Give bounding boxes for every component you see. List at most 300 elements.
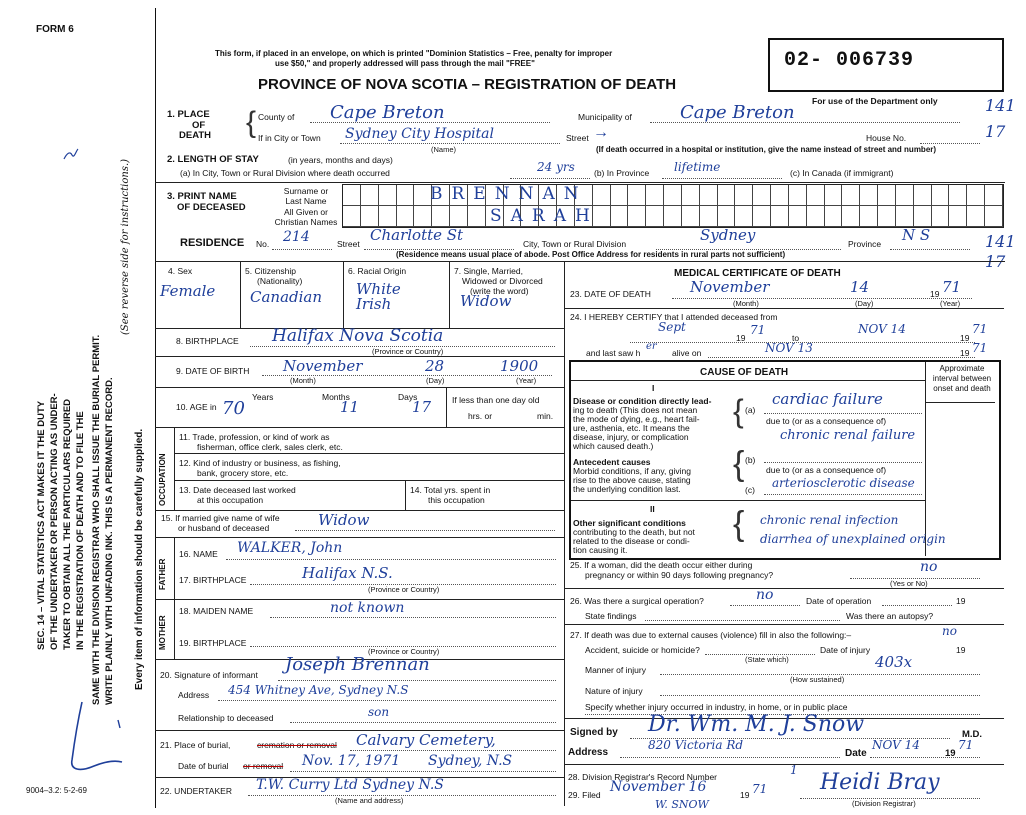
- md-label: M.D.: [962, 729, 983, 740]
- field-line: [290, 771, 556, 772]
- city-label: If in City or Town: [258, 133, 321, 143]
- side-instruction: SEC. 14 – VITAL STATISTICS ACT MAKES IT THE DUTY: [36, 400, 47, 650]
- name-grid-cell: [735, 206, 753, 227]
- direct-cause-label: which caused death.): [573, 441, 654, 451]
- name-grid-cell: [967, 206, 985, 227]
- brace: {: [246, 106, 257, 139]
- name-grid-cell: [735, 185, 753, 206]
- q26-value: no: [756, 587, 774, 603]
- roman-two: II: [650, 504, 655, 514]
- name-grid-cell: [682, 206, 700, 227]
- filed-year: 71: [752, 782, 768, 796]
- brace: {: [733, 445, 745, 483]
- pen-mark: [62, 145, 80, 165]
- min-label: min.: [537, 411, 554, 421]
- municipality-label: Municipality of: [578, 112, 632, 122]
- father-name-label: 16. NAME: [179, 549, 218, 559]
- burial-date-label: Date of burial: [178, 761, 229, 771]
- certify-label: 24. I HEREBY CERTIFY that I attended deceased from: [570, 312, 778, 322]
- antecedent-label: Antecedent causes: [573, 457, 651, 467]
- accident-label: Accident, suicide or homicide?: [585, 645, 700, 655]
- field-line: [218, 700, 556, 701]
- divider: [564, 764, 1004, 765]
- month-sub: (Month): [733, 299, 759, 308]
- stay-c-label: (c) In Canada (if immigrant): [790, 168, 894, 178]
- cell-divider: [174, 599, 175, 659]
- q12-label: bank, grocery store, etc.: [197, 468, 289, 478]
- informant-sig-label: 20. Signature of informant: [160, 670, 258, 680]
- birthplace-value: Halifax Nova Scotia: [272, 326, 444, 346]
- spouse-value: Widow: [318, 511, 370, 529]
- name-grid-cell: [771, 185, 789, 206]
- name-grid-cell: [432, 206, 450, 227]
- dob-day: 28: [425, 357, 445, 375]
- side-instruction: TAKER TO OBTAIN ALL THE PARTICULARS REQUIRED: [62, 398, 73, 650]
- age-less-label: If less than one day old: [452, 395, 540, 405]
- arrow-icon: →: [593, 124, 609, 141]
- marital-label: 7. Single, Married,: [454, 266, 523, 276]
- name-grid-cell: [967, 185, 985, 206]
- field-line: [272, 249, 332, 250]
- name-grid-cell: [949, 185, 967, 206]
- mailing-note: This form, if placed in an envelope, on which is printed "Dominion Statistics – Free, penalty for improper: [215, 49, 613, 58]
- field-line: [882, 605, 952, 606]
- day-sub: (Day): [426, 376, 445, 385]
- name-grid-cell: [896, 185, 914, 206]
- divider: [155, 537, 564, 538]
- name-grid-cell: [700, 185, 718, 206]
- form-code: FORM 6: [36, 24, 74, 35]
- name-grid-cell: [878, 185, 896, 206]
- age-months-label: Months: [322, 392, 350, 402]
- medical-header: MEDICAL CERTIFICATE OF DEATH: [674, 268, 841, 279]
- death-month: November: [690, 278, 770, 296]
- racial-value: White Irish: [356, 280, 401, 313]
- state-which-sub: (State which): [745, 655, 789, 664]
- to-label: to: [792, 333, 800, 343]
- attended-from: Sept: [658, 320, 686, 334]
- marital-label: Widowed or Divorced: [462, 276, 543, 286]
- father-birthplace: Halifax N.S.: [302, 564, 393, 582]
- last-saw-fill: er: [646, 341, 657, 352]
- residence-street-label: Street: [337, 239, 360, 249]
- q25-label: pregnancy or within 90 days following pregnancy?: [585, 570, 774, 580]
- residence-label: RESIDENCE: [180, 237, 245, 249]
- interval-header: Approximate interval between onset and death: [932, 364, 992, 393]
- name-grid-cell: [860, 185, 878, 206]
- other-conditions-label: tion causing it.: [573, 545, 628, 555]
- divider: [564, 624, 1004, 625]
- name-grid-cell: [753, 185, 771, 206]
- age-months: 11: [340, 398, 360, 416]
- province-sub: (Province or Country): [368, 647, 440, 656]
- name-grid-cell: [397, 185, 415, 206]
- name-grid-cell: [878, 206, 896, 227]
- place-label: DEATH: [179, 130, 212, 141]
- divider: [564, 308, 1004, 309]
- field-line: [278, 680, 556, 681]
- cell-divider: [343, 261, 344, 328]
- side-instruction: WRITE PLAINLY WITH UNFADING INK. THIS IS A PERMANENT RECORD.: [104, 377, 115, 705]
- residence-no: 214: [283, 229, 310, 245]
- place-label: 1. PLACE: [167, 109, 210, 120]
- name-grid-cell: [379, 185, 397, 206]
- side-instruction: Every item of information should be carefully supplied.: [134, 428, 145, 690]
- name-grid-cell: [718, 206, 736, 227]
- death-day: 14: [850, 278, 870, 296]
- divider: [925, 402, 995, 403]
- name-label: OF DECEASED: [177, 202, 246, 213]
- other-value: chronic renal infection: [760, 513, 899, 527]
- informant-address: 454 Whitney Ave, Sydney N.S: [228, 683, 409, 697]
- cause-a-value: cardiac failure: [772, 390, 883, 408]
- divider: [155, 182, 1005, 183]
- age-label: 10. AGE in: [176, 402, 217, 412]
- house-label: House No.: [866, 133, 907, 143]
- cell-divider: [446, 387, 447, 427]
- q28-label: 28. Division Registrar's Record Number: [568, 772, 718, 782]
- cause-c-value: arteriosclerotic disease: [772, 476, 915, 490]
- q13-label: 13. Date deceased last worked: [179, 485, 296, 495]
- name-grid-cell: [397, 206, 415, 227]
- hospital-note: (If death occurred in a hospital or institution, give the name instead of street and number): [596, 145, 937, 154]
- field-line: [270, 617, 556, 618]
- field-line: [510, 178, 590, 179]
- given-label: All Given or Christian Names: [274, 207, 338, 227]
- cause-a-label: (a): [745, 405, 756, 415]
- dept-code: 141: [985, 232, 1016, 251]
- spouse-label: or husband of deceased: [178, 523, 270, 533]
- cause-c-label: (c): [745, 485, 755, 495]
- name-grid-cell: [343, 206, 361, 227]
- name-grid-cell: [807, 185, 825, 206]
- father-name: WALKER, John: [237, 540, 343, 556]
- column-divider: [564, 261, 565, 806]
- field-line: [662, 178, 782, 179]
- informant-signature: Joseph Brennan: [285, 654, 430, 675]
- burial-date-place: Sydney, N.S: [428, 753, 513, 769]
- name-grid-cell: [932, 185, 950, 206]
- year-sub: (Year): [940, 299, 961, 308]
- side-instruction: SAME WITH THE DIVISION REGISTRAR WHO SHALL ISSUE THE BURIAL PERMIT.: [91, 334, 102, 705]
- citizenship-value: Canadian: [250, 288, 323, 306]
- name-grid-cell: [914, 185, 932, 206]
- how-sustained-sub: (How sustained): [790, 675, 845, 684]
- citizenship-sub: (Nationality): [257, 276, 303, 286]
- year-prefix: 19: [945, 748, 956, 759]
- street-label: Street: [566, 133, 589, 143]
- undertaker-sub: (Name and address): [335, 796, 404, 805]
- name-grid-cell: [985, 185, 1003, 206]
- mother-maiden: not known: [330, 600, 405, 616]
- surname-value: BRENNAN: [430, 184, 588, 204]
- field-line: [920, 143, 980, 144]
- side-instruction: IN THE REGISTRATION OF DEATH AND TO FILE THE: [75, 411, 86, 650]
- province-sub: (Province or Country): [368, 585, 440, 594]
- father-birthplace-label: 17. BIRTHPLACE: [179, 575, 247, 585]
- cause-b-label: (b): [745, 455, 756, 465]
- from-year: 71: [750, 323, 766, 337]
- name-grid-cell: [468, 206, 486, 227]
- print-code: 9004–3.2: 5-2-69: [26, 786, 87, 795]
- field-line: [340, 143, 560, 144]
- name-grid-cell: [611, 185, 629, 206]
- direct-cause-label: ing to death (This does not mean: [573, 405, 698, 415]
- manner-value: 403x: [875, 653, 913, 671]
- mother-maiden-label: 18. MAIDEN NAME: [179, 606, 254, 616]
- nature-label: Nature of injury: [585, 686, 643, 696]
- field-line: [310, 122, 550, 123]
- to-year: 71: [972, 322, 988, 336]
- last-saw-label: and last saw h: [586, 348, 641, 358]
- given-value: SARAH: [490, 206, 599, 226]
- residence-note: (Residence means usual place of abode. Post Office Address for residents in rural parts not sufficient): [396, 250, 786, 259]
- name-grid-cell: [932, 206, 950, 227]
- roman-one: I: [652, 383, 655, 393]
- dept-use-label: For use of the Department only: [812, 96, 938, 106]
- name-grid-cell: [664, 185, 682, 206]
- registrar-note: W. SNOW: [655, 798, 709, 811]
- burial-place-label: 21. Place of burial,: [160, 740, 231, 750]
- due-to-label: due to (or as a consequence of): [766, 465, 887, 475]
- state-findings-label: State findings: [585, 611, 637, 621]
- name-grid-cell: [628, 206, 646, 227]
- field-line: [350, 750, 556, 751]
- left-border: [155, 8, 156, 808]
- physician-signature: Dr. Wm. M. J. Snow: [648, 712, 865, 737]
- name-grid-cell: [361, 206, 379, 227]
- cell-divider: [405, 480, 406, 510]
- divider: [155, 387, 564, 388]
- place-label: OF: [192, 120, 206, 131]
- city-value: Sydney City Hospital: [345, 126, 495, 142]
- month-sub: (Month): [290, 376, 316, 385]
- residence-city-label: City, Town or Rural Division: [523, 239, 627, 249]
- spouse-label: 15. If married give name of wife: [161, 513, 280, 523]
- stay-a-value: 24 yrs: [537, 160, 575, 174]
- undertaker-label: 22. UNDERTAKER: [160, 786, 232, 796]
- burial-place-struck: cremation or removal: [257, 740, 337, 750]
- registrar-sub: (Division Registrar): [852, 799, 916, 808]
- death-year: 71: [942, 278, 962, 296]
- burial-date-struck: or removal: [243, 761, 284, 771]
- name-grid-cell: [593, 185, 611, 206]
- field-line: [290, 722, 556, 723]
- name-grid-cell: [985, 206, 1003, 227]
- relationship-label: Relationship to deceased: [178, 713, 274, 723]
- name-grid-cell: [825, 185, 843, 206]
- marital-label: (write the word): [470, 286, 529, 296]
- burial-place: Calvary Cemetery,: [356, 731, 496, 749]
- antecedent-label: the underlying condition last.: [573, 484, 681, 494]
- signed-date-label: Date: [845, 748, 867, 759]
- divider: [174, 453, 564, 454]
- age-days: 17: [412, 398, 432, 416]
- residence-province-label: Province: [848, 239, 882, 249]
- q28-value: 1: [790, 763, 798, 777]
- q14-label: this occupation: [428, 495, 485, 505]
- name-sub: (Name): [431, 145, 457, 154]
- name-grid-cell: [628, 185, 646, 206]
- name-grid-cell: [842, 206, 860, 227]
- burial-date: Nov. 17, 1971: [302, 753, 401, 769]
- field-line: [645, 620, 840, 621]
- municipality-value: Cape Breton: [680, 102, 795, 123]
- year-prefix: 19: [956, 645, 966, 655]
- sex-value: Female: [160, 282, 216, 300]
- dept-code: 17: [985, 122, 1006, 141]
- q12-label: 12. Kind of industry or business, as fishing,: [179, 458, 341, 468]
- field-line: [672, 298, 972, 299]
- name-grid-cell: [789, 185, 807, 206]
- name-grid-cell: [611, 206, 629, 227]
- alive-label: alive on: [672, 348, 702, 358]
- divider: [564, 588, 1004, 589]
- initials-mark: [60, 700, 130, 780]
- mailing-note: use $50," and properly addressed will pass through the mail "FREE": [275, 59, 535, 68]
- registration-number-box: [768, 38, 1004, 92]
- age-years-label: Years: [252, 392, 274, 402]
- residence-street: Charlotte St: [370, 226, 464, 244]
- operation-date-label: Date of operation: [806, 596, 872, 606]
- year-prefix: 19: [736, 333, 746, 343]
- direct-cause-label: the mode of dying, e.g., heart fail-: [573, 414, 700, 424]
- name-grid-cell: [646, 206, 664, 227]
- registrar-signature: Heidi Bray: [820, 770, 940, 795]
- divider: [174, 480, 564, 481]
- name-grid-cell: [361, 185, 379, 206]
- other-value: diarrhea of unexplained origin: [760, 532, 946, 546]
- field-line: [764, 462, 922, 463]
- surname-label: Surname or Last Name: [283, 186, 329, 206]
- stay-a-label: (a) In City, Town or Rural Division where death occurred: [180, 168, 390, 178]
- field-line: [764, 413, 922, 414]
- name-label: 3. PRINT NAME: [167, 191, 237, 202]
- mother-birthplace-label: 19. BIRTHPLACE: [179, 638, 247, 648]
- stay-b-value: lifetime: [674, 160, 721, 174]
- name-grid-cell: [842, 185, 860, 206]
- signed-year: 71: [958, 738, 974, 752]
- name-grid-cell: [682, 185, 700, 206]
- other-conditions-label: Other significant conditions: [573, 518, 686, 528]
- field-line: [708, 357, 975, 358]
- other-conditions-label: contributing to the death, but not: [573, 527, 695, 537]
- age-years: 70: [222, 398, 245, 419]
- cause-header: CAUSE OF DEATH: [700, 367, 789, 378]
- year-prefix: 19: [930, 289, 940, 299]
- field-line: [295, 530, 555, 531]
- name-grid-cell: [718, 185, 736, 206]
- q11-label: fisherman, office clerk, sales clerk, etc.: [197, 442, 343, 452]
- name-grid-cell: [753, 206, 771, 227]
- death-date-label: 23. DATE OF DEATH: [570, 289, 651, 299]
- q11-label: 11. Trade, profession, or kind of work as: [179, 432, 330, 442]
- year-sub: (Year): [516, 376, 537, 385]
- racial-label: 6. Racial Origin: [348, 266, 407, 276]
- stay-unit-note: (in years, months and days): [288, 155, 393, 165]
- cause-b-value: chronic renal failure: [780, 428, 916, 443]
- county-label: County of: [258, 112, 295, 122]
- to-date: NOV 14: [858, 322, 906, 336]
- day-sub: (Day): [855, 299, 874, 308]
- name-grid-cell: [896, 206, 914, 227]
- name-grid-cell: [343, 185, 361, 206]
- divider: [571, 380, 925, 381]
- year-prefix: 19: [960, 348, 970, 358]
- q26-label: 26. Was there a surgical operation?: [570, 596, 704, 606]
- q25-sub: (Yes or No): [890, 579, 928, 588]
- age-days-label: Days: [398, 392, 418, 402]
- signed-label: Signed by: [570, 727, 618, 738]
- stay-b-label: (b) In Province: [594, 168, 650, 178]
- county-value: Cape Breton: [330, 102, 445, 123]
- father-side-label: FATHER: [158, 558, 167, 590]
- name-grid-cell: [860, 206, 878, 227]
- informant-address-label: Address: [178, 690, 210, 700]
- due-to-label: due to (or as a consequence of): [766, 416, 887, 426]
- field-line: [660, 695, 980, 696]
- residence-no-label: No.: [256, 239, 270, 249]
- alive-date: NOV 13: [765, 341, 813, 355]
- hrs-label: hrs. or: [468, 411, 493, 421]
- occupation-side-label: OCCUPATION: [158, 453, 167, 506]
- initials-mark-icon: [60, 700, 130, 780]
- divider: [571, 500, 925, 501]
- citizenship-label: 5. Citizenship: [245, 266, 297, 276]
- direct-cause-label: disease, injury, or complication: [573, 432, 689, 442]
- dob-month: November: [283, 357, 363, 375]
- side-instruction: (See reverse side for instructions.): [120, 158, 131, 335]
- dob-label: 9. DATE OF BIRTH: [176, 366, 250, 376]
- field-line: [650, 122, 960, 123]
- direct-cause-label: Disease or condition directly lead-: [573, 396, 712, 406]
- name-grid-cell: [789, 206, 807, 227]
- divider: [155, 427, 564, 428]
- interval-divider: [925, 362, 926, 556]
- direct-cause-label: ure, asthenia, etc. It means the: [573, 423, 690, 433]
- name-grid-cell: [825, 206, 843, 227]
- dob-year: 1900: [500, 357, 539, 375]
- signed-address: 820 Victoria Rd: [648, 738, 744, 752]
- name-grid-cell: [807, 206, 825, 227]
- name-grid-cell: [700, 206, 718, 227]
- field-line: [890, 249, 970, 250]
- year-prefix: 19: [956, 596, 966, 606]
- birthplace-label: 8. BIRTHPLACE: [176, 336, 239, 346]
- name-grid-cell: [646, 185, 664, 206]
- undertaker-value: T.W. Curry Ltd Sydney N.S: [256, 777, 444, 793]
- brace: {: [733, 505, 745, 543]
- field-line: [226, 559, 556, 560]
- cell-divider: [240, 261, 241, 328]
- residence-province: N S: [902, 226, 931, 244]
- cell-divider: [174, 427, 175, 510]
- q13-label: at this occupation: [197, 495, 264, 505]
- q14-label: 14. Total yrs. spent in: [410, 485, 491, 495]
- field-line: [764, 494, 922, 495]
- cell-divider: [174, 537, 175, 599]
- name-grid-cell: [450, 206, 468, 227]
- antecedent-label: rise to the above cause, stating: [573, 475, 691, 485]
- name-grid-cell: [414, 206, 432, 227]
- field-line: [620, 757, 840, 758]
- injury-date-label: Date of injury: [820, 645, 871, 655]
- dept-code: 17: [985, 252, 1006, 271]
- autopsy-label: Was there an autopsy?: [846, 611, 934, 621]
- q25-value: no: [920, 559, 938, 575]
- divider: [155, 261, 1005, 262]
- year-prefix: 19: [960, 333, 970, 343]
